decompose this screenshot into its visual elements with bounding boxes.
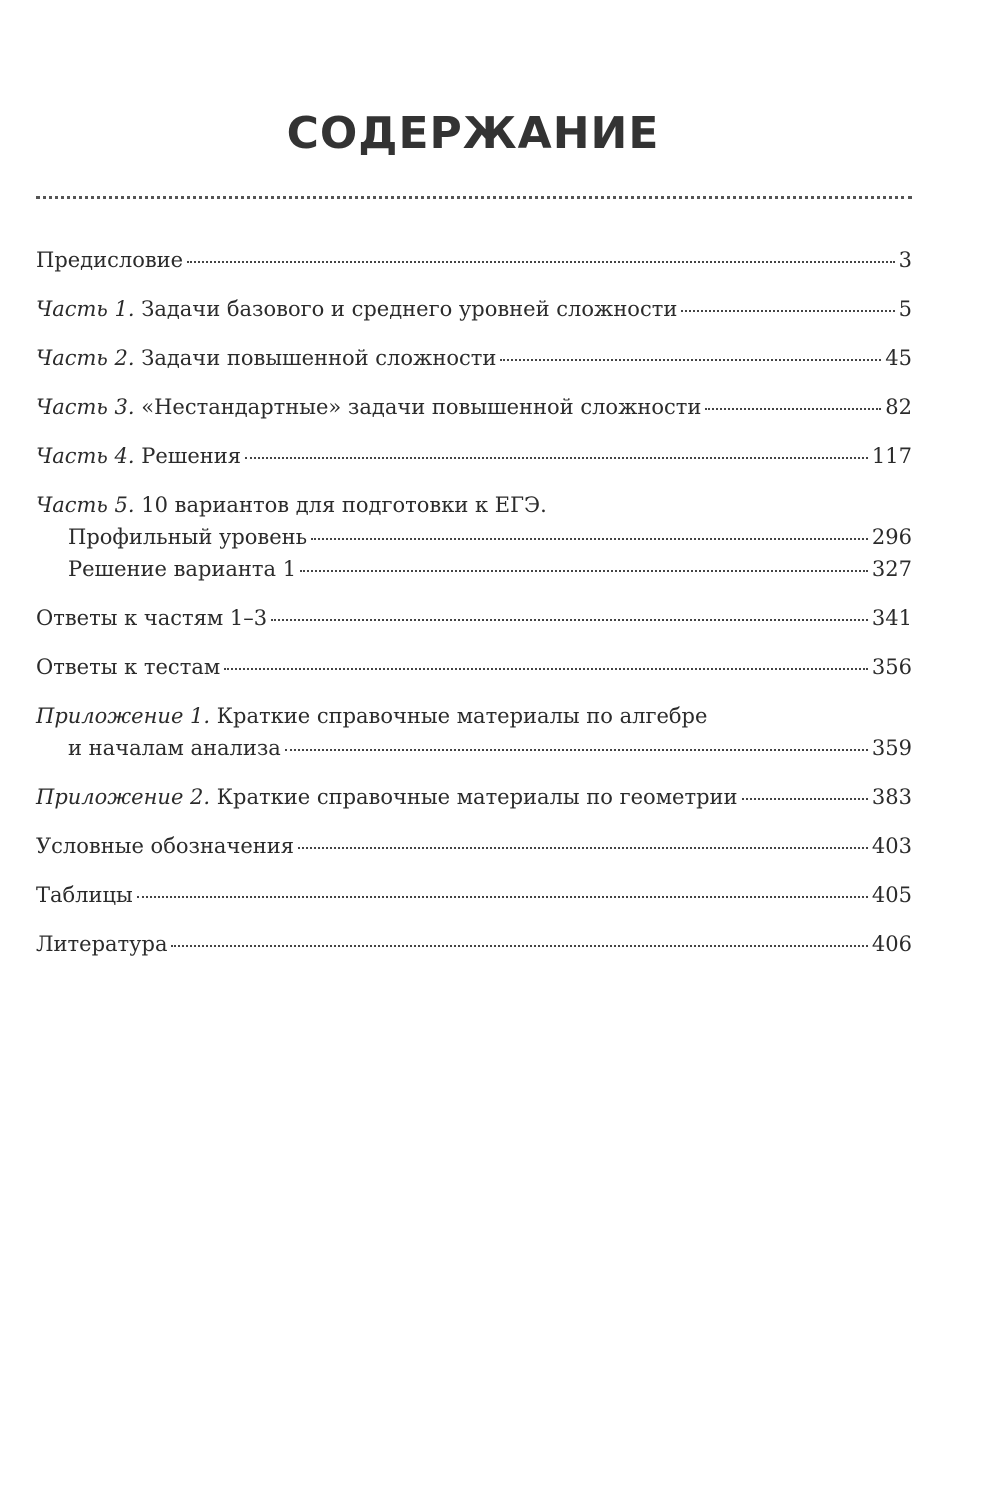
toc-entry-title	[36, 244, 183, 276]
dot-leader	[271, 619, 868, 621]
toc-entry-title	[36, 700, 707, 732]
toc-entry-text: Краткие справочные материалы по геометрии	[210, 785, 738, 809]
toc-line	[36, 602, 912, 634]
page-number: 296	[871, 525, 912, 549]
toc-entry	[36, 440, 912, 472]
page-number: 5	[898, 297, 912, 321]
toc-line	[36, 391, 912, 423]
dot-leader	[705, 408, 881, 410]
toc-entry-title	[36, 879, 133, 911]
page-number: 356	[871, 655, 912, 679]
toc-line	[36, 781, 912, 813]
toc-entry	[36, 928, 912, 960]
page-number: 45	[885, 346, 912, 370]
toc-entry-title	[68, 732, 281, 764]
toc-entry	[36, 700, 912, 764]
toc-entry-title	[36, 602, 267, 634]
toc-part-label: Часть 1.	[36, 297, 135, 321]
toc-entry-title	[68, 553, 296, 585]
toc-line	[36, 489, 912, 521]
toc-line	[36, 521, 912, 553]
toc-entry	[36, 781, 912, 813]
dot-leader	[311, 538, 868, 540]
toc-part-label: Часть 5.	[36, 493, 135, 517]
dot-leader	[300, 570, 868, 572]
toc-entry-title	[36, 391, 701, 423]
toc-entry-text: Ответы к частям 1–3	[36, 606, 268, 630]
dot-leader	[224, 668, 868, 670]
toc-entry-text: Профильный уровень	[68, 525, 308, 549]
toc-entry	[36, 651, 912, 683]
toc-entry-title	[36, 489, 547, 521]
page-number: 403	[871, 834, 912, 858]
toc-entry-title	[36, 781, 738, 813]
toc-entry	[36, 489, 912, 585]
toc-entry-text: Решения	[134, 444, 242, 468]
page-number: 327	[871, 557, 912, 581]
toc-entry-title	[36, 293, 677, 325]
table-of-contents	[36, 244, 912, 977]
toc-part-label: Приложение 2.	[36, 785, 211, 809]
toc-entry	[36, 244, 912, 276]
toc-entry-title	[36, 440, 241, 472]
dot-leader	[285, 749, 868, 751]
toc-part-label: Приложение 1.	[36, 704, 211, 728]
toc-entry-title	[36, 830, 294, 862]
page-number: 383	[871, 785, 912, 809]
toc-entry-title	[36, 651, 220, 683]
dot-leader	[171, 945, 867, 947]
page-number: 359	[871, 736, 912, 760]
toc-entry	[36, 879, 912, 911]
toc-line	[36, 651, 912, 683]
toc-entry-text: Условные обозначения	[36, 834, 295, 858]
dot-leader	[245, 457, 868, 459]
toc-entry-text: Литература	[36, 932, 168, 956]
toc-entry-text: Таблицы	[36, 883, 133, 907]
page-number: 82	[885, 395, 912, 419]
toc-entry-text: Задачи повышенной сложности	[134, 346, 497, 370]
toc-entry-text: Краткие справочные материалы по алгебре	[210, 704, 708, 728]
toc-line	[36, 440, 912, 472]
dot-leader	[187, 261, 895, 263]
page-title: СОДЕРЖАНИЕ	[286, 108, 660, 159]
toc-part-label: Часть 3.	[36, 395, 135, 419]
toc-entry-title	[36, 928, 167, 960]
dot-leader	[742, 798, 868, 800]
toc-part-label: Часть 2.	[36, 346, 135, 370]
toc-entry-text: и началам анализа	[68, 736, 281, 760]
toc-line	[36, 342, 912, 374]
toc-entry	[36, 342, 912, 374]
toc-line	[36, 293, 912, 325]
toc-entry-text: Ответы к тестам	[36, 655, 221, 679]
toc-entry-text: 10 вариантов для подготовки к ЕГЭ.	[134, 493, 547, 517]
toc-line	[36, 830, 912, 862]
page-number: 3	[898, 248, 912, 272]
toc-entry-text: Решение варианта 1	[68, 557, 297, 581]
page-number: 405	[871, 883, 912, 907]
toc-entry	[36, 293, 912, 325]
toc-entry	[36, 830, 912, 862]
toc-entry-title	[68, 521, 307, 553]
dotted-divider	[36, 196, 912, 199]
toc-entry-text: Задачи базового и среднего уровней сложности	[134, 297, 678, 321]
toc-entry-text: Предисловие	[36, 248, 184, 272]
dot-leader	[137, 896, 868, 898]
toc-line	[36, 732, 912, 764]
toc-line	[36, 928, 912, 960]
toc-line	[36, 700, 912, 732]
dot-leader	[500, 359, 881, 361]
dot-leader	[298, 847, 868, 849]
toc-part-label: Часть 4.	[36, 444, 135, 468]
dot-leader	[681, 310, 894, 312]
toc-entry	[36, 391, 912, 423]
toc-entry-text: «Нестандартные» задачи повышенной сложности	[134, 395, 702, 419]
toc-line	[36, 879, 912, 911]
toc-entry-title	[36, 342, 496, 374]
page-number: 406	[871, 932, 912, 956]
toc-line	[36, 244, 912, 276]
page-number: 341	[871, 606, 912, 630]
page-number: 117	[871, 444, 912, 468]
toc-entry	[36, 602, 912, 634]
toc-line	[36, 553, 912, 585]
